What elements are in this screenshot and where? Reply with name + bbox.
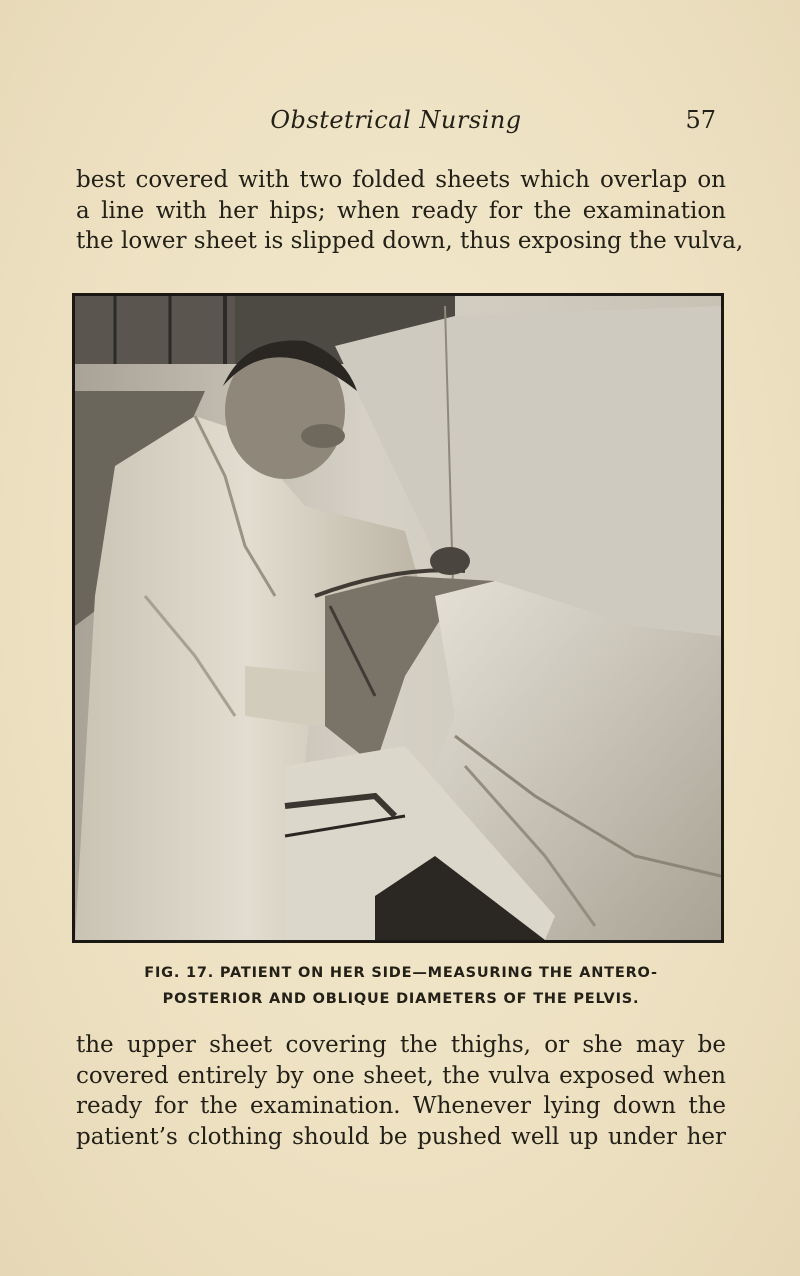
photo-illustration — [75, 296, 721, 940]
text-line: ready for the examination. Whenever lying down the — [76, 1093, 726, 1119]
figure-photograph — [72, 293, 724, 943]
text-line: a line with her hips; when ready for the examination — [76, 197, 726, 224]
running-title: Obstetrical Nursing — [270, 106, 522, 134]
text-line: the upper sheet covering the thighs, or she may be — [76, 1032, 726, 1058]
text-line: patient’s clothing should be pushed well up under her — [76, 1123, 726, 1150]
caption-line: POSTERIOR AND OBLIQUE DIAMETERS OF THE PELVIS. — [162, 991, 640, 1007]
caption-line: FIG. 17. PATIENT ON HER SIDE—MEASURING THE ANTERO- — [144, 965, 658, 981]
running-head — [76, 106, 716, 140]
page-number: 57 — [685, 106, 716, 134]
text-line: the lower sheet is slipped down, thus exposing the vulva, — [76, 228, 744, 254]
bottom-paragraph — [76, 1030, 726, 1152]
figure-caption — [76, 960, 726, 1012]
top-paragraph — [76, 165, 744, 257]
text-line: covered entirely by one sheet, the vulva exposed when — [76, 1062, 726, 1089]
text-line: best covered with two folded sheets which overlap on — [76, 167, 726, 193]
